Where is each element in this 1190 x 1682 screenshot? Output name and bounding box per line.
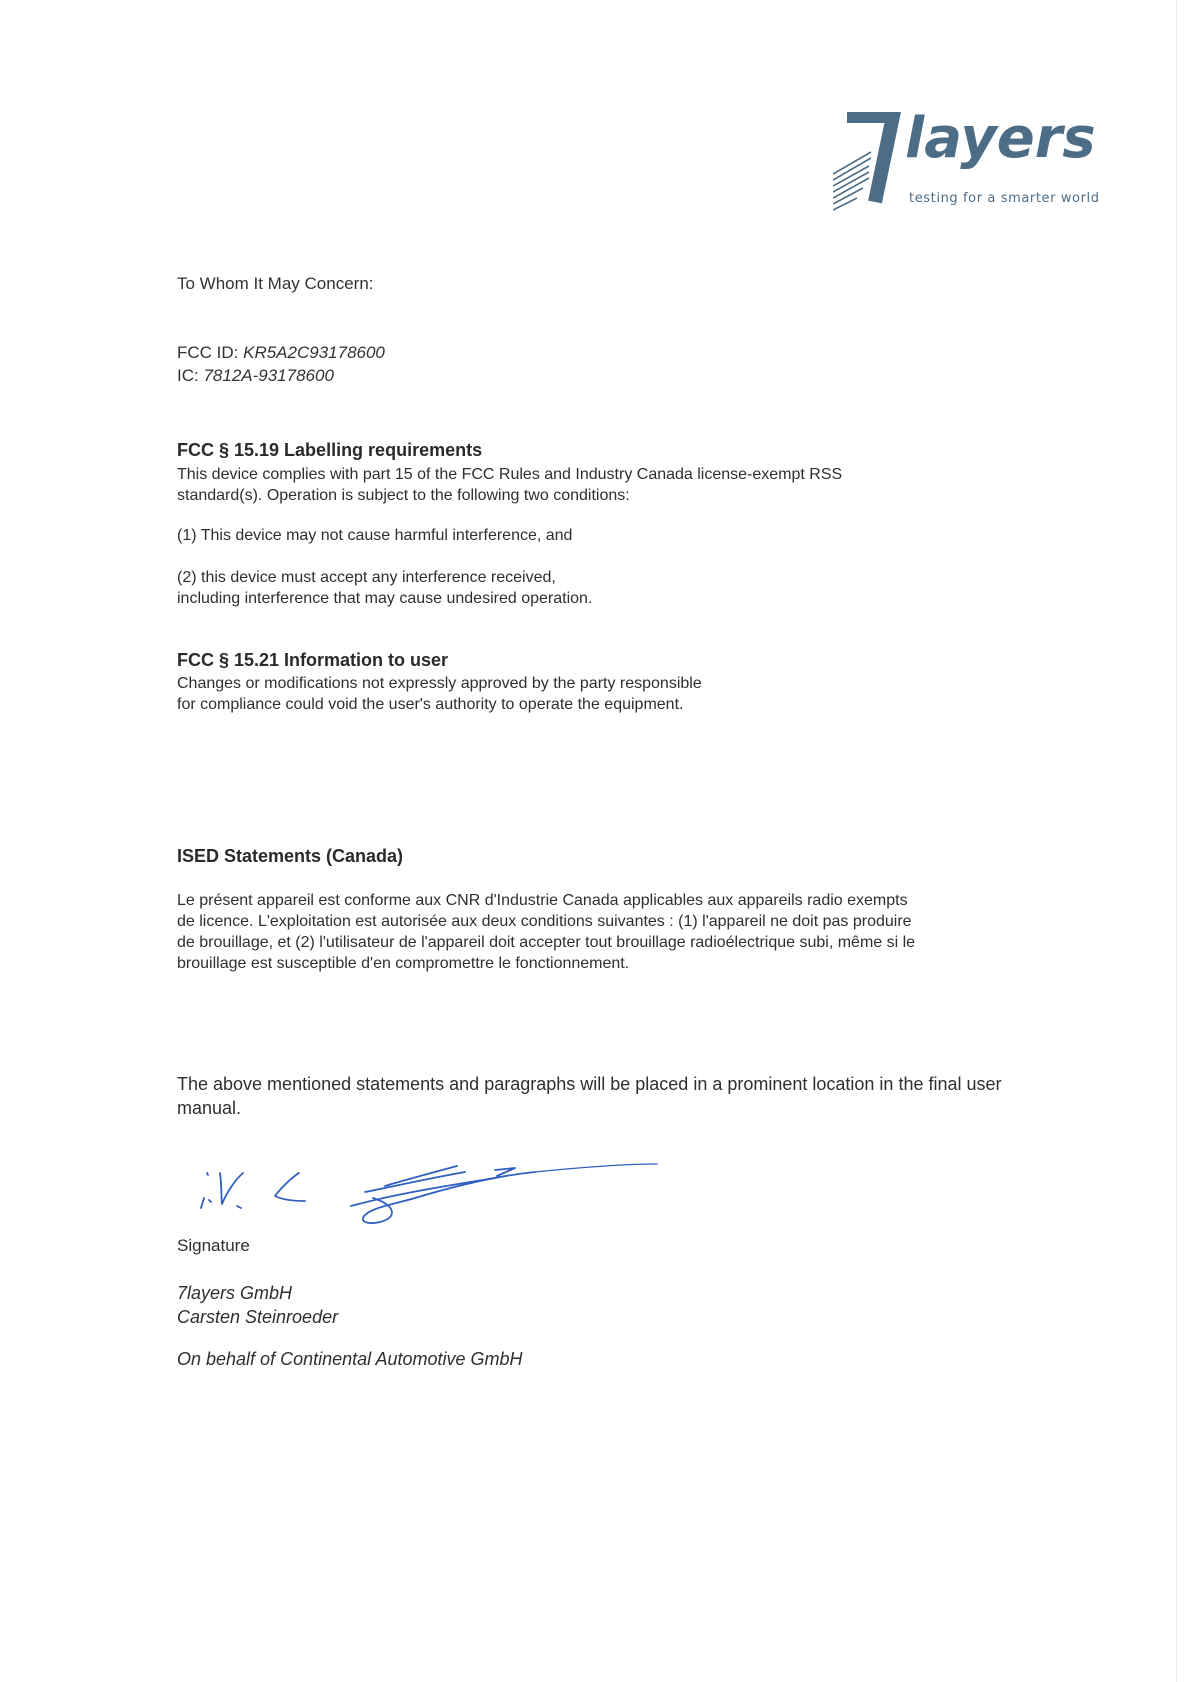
fcc-id-line [177, 341, 385, 364]
ic-id-label: IC: [177, 366, 204, 385]
logo-seven-mark-icon [833, 112, 913, 212]
logo-tagline: testing for a smarter world [909, 191, 1100, 206]
fcc-id-label: FCC ID: [177, 343, 244, 362]
company-logo [833, 106, 1133, 212]
condition-1: (1) This device may not cause harmful interference, and [177, 527, 573, 544]
final-statement: The above mentioned statements and paragraphs will be placed in a prominent location in the final user manual. [177, 1074, 1002, 1118]
handwritten-signature [195, 1128, 665, 1228]
device-ids [177, 341, 385, 387]
ic-id-line [177, 364, 385, 387]
logo-wordmark: layers [905, 106, 1096, 171]
on-behalf-line: On behalf of Continental Automotive GmbH [177, 1349, 523, 1369]
section-heading-ised: ISED Statements (Canada) [177, 846, 404, 866]
section-labelling-text-line1: This device complies with part 15 of the FCC Rules and Industry Canada license-exempt RSS [177, 466, 843, 483]
section-ised-line3: de brouillage, et (2) l'utilisateur de l'appareil doit accepter tout brouillage radioélectrique subi, même si le [177, 934, 916, 951]
ic-id-value: 7812A-93178600 [203, 366, 334, 385]
page-edge [1176, 0, 1177, 1682]
signatory-company: 7layers GmbH [177, 1283, 293, 1303]
section-information-line1: Changes or modifications not expressly approved by the party responsible [177, 675, 702, 692]
condition-2-line2: including interference that may cause undesired operation. [177, 590, 593, 607]
section-ised-line1: Le présent appareil est conforme aux CNR d'Industrie Canada applicables aux appareils radio exempts [177, 892, 908, 909]
signature-label: Signature [177, 1236, 250, 1255]
condition-2-line1: (2) this device must accept any interference received, [177, 569, 556, 586]
signatory-block [177, 1281, 338, 1329]
greeting: To Whom It May Concern: [177, 274, 374, 293]
section-ised-line4: brouillage est susceptible d'en compromettre le fonctionnement. [177, 955, 630, 972]
fcc-id-value: KR5A2C93178600 [243, 343, 385, 362]
section-heading-labelling: FCC § 15.19 Labelling requirements [177, 440, 483, 460]
section-labelling-text-line2: standard(s). Operation is subject to the following two conditions: [177, 487, 630, 504]
section-heading-information: FCC § 15.21 Information to user [177, 650, 449, 670]
signatory-name: Carsten Steinroeder [177, 1307, 339, 1327]
section-information-line2: for compliance could void the user's authority to operate the equipment. [177, 696, 684, 713]
section-ised-line2: de licence. L'exploitation est autorisée aux deux conditions suivantes : (1) l'appareil ne doit pas produire [177, 913, 912, 930]
